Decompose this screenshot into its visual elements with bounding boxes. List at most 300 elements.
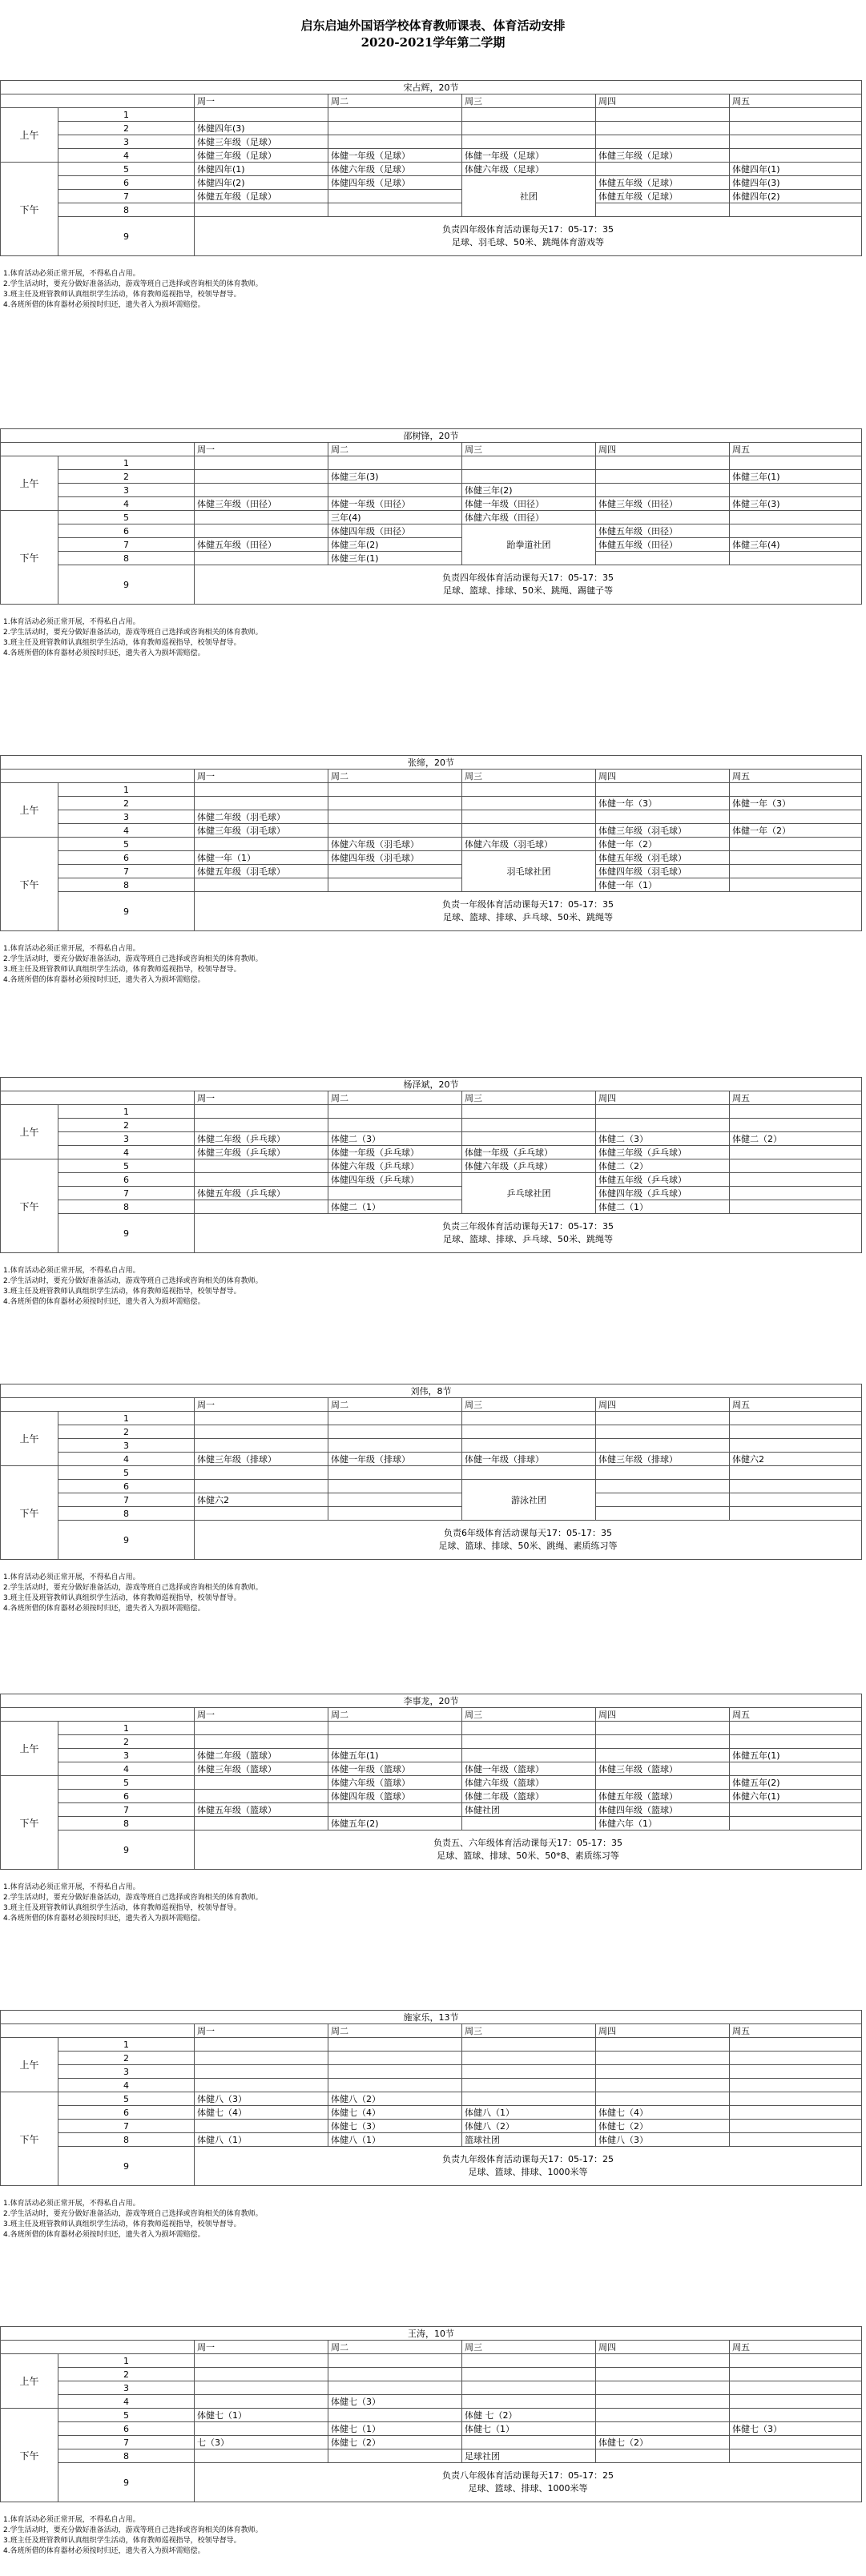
class-cell bbox=[596, 2038, 730, 2052]
rule-line: 2.学生活动时，要充分做好准备活动，游戏等班自己选择或咨询相关的体育教师。 bbox=[3, 1584, 263, 1592]
class-cell bbox=[328, 2354, 462, 2368]
class-cell: 体健五年级（篮球） bbox=[596, 1790, 730, 1803]
day-header: 周一 bbox=[195, 2341, 328, 2354]
class-cell bbox=[195, 456, 328, 470]
period-number: 9 bbox=[58, 1831, 195, 1870]
class-cell bbox=[195, 838, 328, 851]
period-row bbox=[1, 1480, 862, 1493]
period-number: 8 bbox=[58, 1200, 195, 1214]
activity-row bbox=[1, 565, 862, 605]
class-cell: 体健二（2） bbox=[730, 1132, 862, 1146]
class-cell bbox=[195, 2079, 328, 2092]
period-number: 4 bbox=[58, 149, 195, 163]
period-row bbox=[1, 1776, 862, 1790]
class-cell: 七（3） bbox=[195, 2436, 328, 2449]
class-cell bbox=[730, 2079, 862, 2092]
activity-row bbox=[1, 2463, 862, 2502]
class-cell: 体健五年(2) bbox=[328, 1817, 462, 1831]
class-cell: 体健五年级（田径） bbox=[596, 538, 730, 552]
teacher-header-row bbox=[1, 1384, 862, 1398]
period-number: 6 bbox=[58, 851, 195, 865]
period-row bbox=[1, 2120, 862, 2133]
class-cell bbox=[195, 2422, 328, 2436]
corner-cell bbox=[1, 1708, 195, 1722]
class-cell bbox=[730, 2038, 862, 2052]
activity-note-line2: 足球、篮球、排球、1000米等 bbox=[468, 2167, 588, 2177]
day-header: 周五 bbox=[730, 2024, 862, 2038]
activity-note-line1: 负责四年级体育活动课每天17：05-17：35 bbox=[442, 224, 614, 235]
class-cell bbox=[596, 2368, 730, 2381]
period-row bbox=[1, 2368, 862, 2381]
day-header-row bbox=[1, 443, 862, 456]
activity-note bbox=[195, 217, 862, 256]
class-cell bbox=[328, 135, 462, 149]
class-cell: 体健三年(3) bbox=[730, 497, 862, 511]
class-cell bbox=[596, 2422, 730, 2436]
period-row bbox=[1, 797, 862, 810]
class-cell: 体健六年级（乒乓球） bbox=[328, 1159, 462, 1173]
class-cell bbox=[730, 1466, 862, 1480]
period-number: 2 bbox=[58, 2368, 195, 2381]
period-number: 6 bbox=[58, 1480, 195, 1493]
class-cell bbox=[195, 2052, 328, 2065]
class-cell bbox=[195, 1466, 328, 1480]
day-header: 周三 bbox=[462, 1091, 596, 1105]
class-cell: 体健四年级（田径） bbox=[328, 524, 462, 538]
class-cell bbox=[596, 1493, 730, 1507]
class-cell bbox=[328, 108, 462, 122]
class-cell: 体健四年(1) bbox=[195, 163, 328, 176]
class-cell bbox=[328, 1722, 462, 1735]
rule-line: 4.各班所借的体育器材必须按时归还，遗失者入为损坏需赔偿。 bbox=[3, 976, 205, 984]
activity-note-line2: 足球、篮球、排球、50米、跳绳、素质练习等 bbox=[438, 1541, 618, 1551]
period-number: 1 bbox=[58, 1722, 195, 1735]
class-cell bbox=[328, 1187, 462, 1200]
class-cell bbox=[462, 1439, 596, 1453]
class-cell bbox=[462, 1425, 596, 1439]
day-header: 周五 bbox=[730, 770, 862, 783]
period-number: 5 bbox=[58, 1159, 195, 1173]
class-cell bbox=[328, 1803, 462, 1817]
activity-note-line1: 负责五、六年级体育活动课每天17：05-17：35 bbox=[433, 1838, 623, 1848]
day-header-row bbox=[1, 2024, 862, 2038]
class-cell: 体健七（1） bbox=[328, 2422, 462, 2436]
class-cell bbox=[730, 2052, 862, 2065]
class-cell bbox=[730, 838, 862, 851]
class-cell bbox=[195, 511, 328, 524]
class-cell bbox=[195, 1412, 328, 1425]
class-cell: 体健二年级（篮球） bbox=[195, 1749, 328, 1762]
activity-note-line2: 足球、篮球、排球、50米、50*8、素质练习等 bbox=[437, 1851, 619, 1861]
class-cell: 体健六年级（篮球） bbox=[462, 1776, 596, 1790]
period-number: 5 bbox=[58, 1466, 195, 1480]
class-cell: 体健五年级（足球） bbox=[195, 190, 328, 203]
class-cell bbox=[730, 1187, 862, 1200]
class-cell: 体健五年级（足球） bbox=[596, 190, 730, 203]
class-cell bbox=[730, 1119, 862, 1132]
class-cell: 体健三年级（篮球） bbox=[195, 1762, 328, 1776]
pm-label: 下午 bbox=[1, 1159, 58, 1253]
teacher-section bbox=[0, 1694, 866, 1924]
class-cell: 体健六年级（乒乓球） bbox=[462, 1159, 596, 1173]
am-label: 上午 bbox=[1, 1105, 58, 1159]
class-cell bbox=[730, 2133, 862, 2147]
class-cell: 体健三年级（排球） bbox=[195, 1453, 328, 1466]
period-row bbox=[1, 2038, 862, 2052]
class-cell bbox=[195, 1159, 328, 1173]
teacher-section bbox=[0, 80, 866, 311]
class-cell: 体健二年级（羽毛球） bbox=[195, 810, 328, 824]
period-row bbox=[1, 552, 862, 565]
day-header-row bbox=[1, 2341, 862, 2354]
class-cell: 体健四年级（乒乓球） bbox=[328, 1173, 462, 1187]
class-cell: 体健六2 bbox=[730, 1453, 862, 1466]
period-number: 7 bbox=[58, 1803, 195, 1817]
class-cell: 体健一年级（足球） bbox=[462, 149, 596, 163]
activity-row bbox=[1, 1214, 862, 1253]
rules-block bbox=[0, 1883, 866, 1924]
schedule-table bbox=[0, 1077, 862, 1253]
class-cell: 体健六年级（篮球） bbox=[328, 1776, 462, 1790]
class-cell: 体健一年（3） bbox=[730, 797, 862, 810]
class-cell bbox=[195, 1105, 328, 1119]
class-cell bbox=[328, 484, 462, 497]
class-cell bbox=[195, 2395, 328, 2409]
period-number: 5 bbox=[58, 838, 195, 851]
class-cell bbox=[730, 1817, 862, 1831]
class-cell bbox=[730, 2120, 862, 2133]
rules-block bbox=[0, 617, 866, 659]
period-row bbox=[1, 838, 862, 851]
teacher-name: 杨泽斌，20节 bbox=[1, 1078, 862, 1091]
class-cell bbox=[730, 851, 862, 865]
class-cell: 体健七（1） bbox=[195, 2409, 328, 2422]
period-number: 5 bbox=[58, 2409, 195, 2422]
class-cell bbox=[730, 1425, 862, 1439]
class-cell bbox=[195, 552, 328, 565]
class-cell: 体健三年(3) bbox=[328, 470, 462, 484]
club-cell: 羽毛球社团 bbox=[462, 851, 596, 892]
class-cell bbox=[462, 135, 596, 149]
class-cell bbox=[462, 1749, 596, 1762]
period-row bbox=[1, 190, 862, 203]
class-cell: 体健二年级（乒乓球） bbox=[195, 1132, 328, 1146]
period-row bbox=[1, 176, 862, 190]
rule-line: 1.体育活动必须正常开展，不得私自占用。 bbox=[3, 1883, 140, 1891]
class-cell bbox=[195, 1507, 328, 1521]
class-cell bbox=[328, 1119, 462, 1132]
day-header-row bbox=[1, 1091, 862, 1105]
class-cell bbox=[730, 1105, 862, 1119]
teacher-section bbox=[0, 1077, 866, 1308]
period-number: 2 bbox=[58, 470, 195, 484]
class-cell bbox=[328, 1105, 462, 1119]
class-cell: 体健八（1） bbox=[195, 2133, 328, 2147]
class-cell bbox=[328, 2368, 462, 2381]
page-subtitle: 2020-2021学年第二学期 bbox=[360, 35, 506, 50]
period-number: 4 bbox=[58, 1453, 195, 1466]
class-cell bbox=[596, 122, 730, 135]
activity-note-line2: 足球、篮球、排球、乒乓球、50米、跳绳等 bbox=[443, 1234, 614, 1244]
period-number: 2 bbox=[58, 1119, 195, 1132]
class-cell bbox=[462, 470, 596, 484]
period-row bbox=[1, 497, 862, 511]
class-cell: 体健五年(2) bbox=[730, 1776, 862, 1790]
period-number: 1 bbox=[58, 1105, 195, 1119]
period-row bbox=[1, 149, 862, 163]
period-row bbox=[1, 1146, 862, 1159]
am-label: 上午 bbox=[1, 1722, 58, 1776]
class-cell bbox=[195, 2368, 328, 2381]
day-header: 周一 bbox=[195, 1398, 328, 1412]
class-cell bbox=[462, 1105, 596, 1119]
class-cell bbox=[462, 2354, 596, 2368]
day-header: 周二 bbox=[328, 94, 462, 108]
activity-row bbox=[1, 1831, 862, 1870]
rule-line: 2.学生活动时，要充分做好准备活动，游戏等班自己选择或咨询相关的体育教师。 bbox=[3, 2526, 263, 2534]
day-header: 周四 bbox=[596, 443, 730, 456]
day-header: 周二 bbox=[328, 443, 462, 456]
class-cell bbox=[730, 865, 862, 878]
teacher-header-row bbox=[1, 2011, 862, 2024]
day-header-row bbox=[1, 770, 862, 783]
class-cell: 体健三年级（篮球） bbox=[596, 1762, 730, 1776]
class-cell: 体健一年（3） bbox=[596, 797, 730, 810]
class-cell: 体健三年(1) bbox=[328, 552, 462, 565]
period-number: 2 bbox=[58, 2052, 195, 2065]
class-cell: 体健二（3） bbox=[328, 1132, 462, 1146]
day-header: 周五 bbox=[730, 2341, 862, 2354]
class-cell bbox=[730, 2449, 862, 2463]
period-row bbox=[1, 484, 862, 497]
day-header: 周四 bbox=[596, 94, 730, 108]
period-row bbox=[1, 135, 862, 149]
class-cell bbox=[462, 2065, 596, 2079]
class-cell bbox=[730, 2354, 862, 2368]
class-cell bbox=[195, 1722, 328, 1735]
period-row bbox=[1, 1173, 862, 1187]
period-number: 3 bbox=[58, 484, 195, 497]
class-cell: 体健七（4） bbox=[195, 2106, 328, 2120]
period-row bbox=[1, 1187, 862, 1200]
teacher-section bbox=[0, 1384, 866, 1614]
class-cell: 体健六年级（足球） bbox=[328, 163, 462, 176]
period-row bbox=[1, 511, 862, 524]
period-row bbox=[1, 2092, 862, 2106]
class-cell bbox=[730, 1439, 862, 1453]
period-row bbox=[1, 2133, 862, 2147]
class-cell bbox=[328, 1412, 462, 1425]
class-cell: 体健四年(2) bbox=[730, 190, 862, 203]
period-row bbox=[1, 878, 862, 892]
class-cell: 体健七（3） bbox=[730, 2422, 862, 2436]
period-number: 6 bbox=[58, 1173, 195, 1187]
period-row bbox=[1, 1817, 862, 1831]
class-cell bbox=[462, 2038, 596, 2052]
rule-line: 1.体育活动必须正常开展，不得私自占用。 bbox=[3, 2200, 140, 2208]
rule-line: 1.体育活动必须正常开展，不得私自占用。 bbox=[3, 2516, 140, 2524]
period-row bbox=[1, 1105, 862, 1119]
am-label: 上午 bbox=[1, 1412, 58, 1466]
day-header: 周一 bbox=[195, 443, 328, 456]
class-cell bbox=[328, 2065, 462, 2079]
period-number: 4 bbox=[58, 2395, 195, 2409]
club-cell: 乒乓球社团 bbox=[462, 1173, 596, 1214]
class-cell bbox=[730, 456, 862, 470]
class-cell bbox=[328, 797, 462, 810]
corner-cell bbox=[1, 1091, 195, 1105]
day-header: 周四 bbox=[596, 770, 730, 783]
class-cell: 体健五年级（田径） bbox=[195, 538, 328, 552]
period-number: 1 bbox=[58, 2354, 195, 2368]
class-cell bbox=[195, 2449, 328, 2463]
period-number: 3 bbox=[58, 2065, 195, 2079]
pm-label: 下午 bbox=[1, 163, 58, 256]
class-cell: 体健五年级（足球） bbox=[596, 176, 730, 190]
class-cell: 体健一年级（田径） bbox=[462, 497, 596, 511]
rules-block bbox=[0, 1266, 866, 1308]
class-cell: 体健六年（1） bbox=[596, 1817, 730, 1831]
class-cell bbox=[195, 524, 328, 538]
class-cell bbox=[462, 1119, 596, 1132]
class-cell bbox=[730, 810, 862, 824]
period-row bbox=[1, 2065, 862, 2079]
class-cell bbox=[730, 2092, 862, 2106]
class-cell bbox=[195, 203, 328, 217]
period-row bbox=[1, 203, 862, 217]
am-label: 上午 bbox=[1, 456, 58, 511]
day-header: 周四 bbox=[596, 1708, 730, 1722]
class-cell bbox=[328, 122, 462, 135]
class-cell bbox=[462, 2079, 596, 2092]
class-cell bbox=[195, 1817, 328, 1831]
class-cell bbox=[462, 1412, 596, 1425]
class-cell bbox=[730, 1173, 862, 1187]
activity-row bbox=[1, 892, 862, 931]
class-cell: 体健八（1） bbox=[462, 2106, 596, 2120]
period-row bbox=[1, 2449, 862, 2463]
class-cell: 体健八（2） bbox=[462, 2120, 596, 2133]
period-number: 9 bbox=[58, 565, 195, 605]
class-cell bbox=[730, 2106, 862, 2120]
activity-note-line1: 负责八年级体育活动课每天17：05-17：25 bbox=[442, 2470, 614, 2481]
class-cell bbox=[462, 1132, 596, 1146]
class-cell: 体健一年级（篮球） bbox=[462, 1762, 596, 1776]
class-cell: 体健五年级（田径） bbox=[596, 524, 730, 538]
class-cell bbox=[730, 2409, 862, 2422]
day-header: 周四 bbox=[596, 2341, 730, 2354]
class-cell bbox=[462, 1722, 596, 1735]
class-cell bbox=[195, 470, 328, 484]
class-cell bbox=[730, 1507, 862, 1521]
period-row bbox=[1, 851, 862, 865]
period-number: 3 bbox=[58, 2381, 195, 2395]
class-cell bbox=[730, 1762, 862, 1776]
class-cell bbox=[596, 1466, 730, 1480]
period-row bbox=[1, 1132, 862, 1146]
activity-note bbox=[195, 2147, 862, 2186]
rule-line: 3.班主任及班管教师认真组织学生活动，体育教师巡视指导，校领导督导。 bbox=[3, 1594, 241, 1602]
period-row bbox=[1, 2395, 862, 2409]
class-cell bbox=[730, 1735, 862, 1749]
period-row bbox=[1, 2052, 862, 2065]
period-number: 7 bbox=[58, 1187, 195, 1200]
class-cell: 体健三年级（田径） bbox=[195, 497, 328, 511]
period-number: 2 bbox=[58, 1735, 195, 1749]
period-number: 8 bbox=[58, 552, 195, 565]
class-cell bbox=[328, 203, 462, 217]
period-number: 7 bbox=[58, 190, 195, 203]
activity-row bbox=[1, 1521, 862, 1560]
class-cell: 体健四年级（羽毛球） bbox=[328, 851, 462, 865]
schedule-table bbox=[0, 1384, 862, 1560]
rule-line: 2.学生活动时，要充分做好准备活动，游戏等班自己选择或咨询相关的体育教师。 bbox=[3, 280, 263, 288]
pm-label: 下午 bbox=[1, 1466, 58, 1560]
club-cell: 跆拳道社团 bbox=[462, 524, 596, 565]
class-cell: 体健五年级（篮球） bbox=[195, 1803, 328, 1817]
class-cell bbox=[730, 1493, 862, 1507]
period-number: 1 bbox=[58, 1412, 195, 1425]
activity-note-line1: 负责三年级体育活动课每天17：05-17：35 bbox=[442, 1221, 614, 1232]
rule-line: 4.各班所借的体育器材必须按时归还，遗失者入为损坏需赔偿。 bbox=[3, 2231, 205, 2239]
period-number: 9 bbox=[58, 2463, 195, 2502]
period-row bbox=[1, 1493, 862, 1507]
period-row bbox=[1, 1790, 862, 1803]
class-cell bbox=[730, 203, 862, 217]
rule-line: 1.体育活动必须正常开展，不得私自占用。 bbox=[3, 1573, 140, 1581]
class-cell: 体健四年(1) bbox=[730, 163, 862, 176]
class-cell bbox=[195, 2354, 328, 2368]
period-number: 9 bbox=[58, 892, 195, 931]
teacher-name: 刘伟，8节 bbox=[1, 1384, 862, 1398]
class-cell bbox=[596, 1776, 730, 1790]
day-header: 周二 bbox=[328, 770, 462, 783]
day-header: 周三 bbox=[462, 1398, 596, 1412]
period-number: 3 bbox=[58, 1439, 195, 1453]
class-cell: 体健三年级（足球） bbox=[195, 149, 328, 163]
day-header: 周五 bbox=[730, 1708, 862, 1722]
class-cell bbox=[730, 524, 862, 538]
class-cell: 体健六年(1) bbox=[730, 1790, 862, 1803]
class-cell bbox=[596, 2381, 730, 2395]
activity-note bbox=[195, 1831, 862, 1870]
page-title: 启东启迪外国语学校体育教师课表、体育活动安排 bbox=[300, 18, 566, 33]
teacher-name: 施家乐，13节 bbox=[1, 2011, 862, 2024]
class-cell bbox=[462, 2092, 596, 2106]
rule-line: 4.各班所借的体育器材必须按时归还，遗失者入为损坏需赔偿。 bbox=[3, 1605, 205, 1613]
teacher-header-row bbox=[1, 429, 862, 443]
period-number: 7 bbox=[58, 538, 195, 552]
class-cell: 体健三年(1) bbox=[730, 470, 862, 484]
day-header-row bbox=[1, 1708, 862, 1722]
teacher-name: 宋占辉，20节 bbox=[1, 81, 862, 94]
period-number: 2 bbox=[58, 797, 195, 810]
class-cell bbox=[328, 810, 462, 824]
period-number: 9 bbox=[58, 1214, 195, 1253]
rule-line: 3.班主任及班管教师认真组织学生活动，体育教师巡视指导，校领导督导。 bbox=[3, 966, 241, 974]
activity-note-line2: 足球、羽毛球、50米、跳绳体育游戏等 bbox=[452, 237, 605, 247]
period-number: 5 bbox=[58, 163, 195, 176]
class-cell bbox=[328, 783, 462, 797]
period-number: 4 bbox=[58, 497, 195, 511]
class-cell: 体健七（2） bbox=[596, 2436, 730, 2449]
period-number: 4 bbox=[58, 824, 195, 838]
class-cell bbox=[730, 2436, 862, 2449]
rule-line: 1.体育活动必须正常开展，不得私自占用。 bbox=[3, 270, 140, 278]
class-cell bbox=[195, 484, 328, 497]
rules-block bbox=[0, 1573, 866, 1614]
day-header: 周二 bbox=[328, 1708, 462, 1722]
